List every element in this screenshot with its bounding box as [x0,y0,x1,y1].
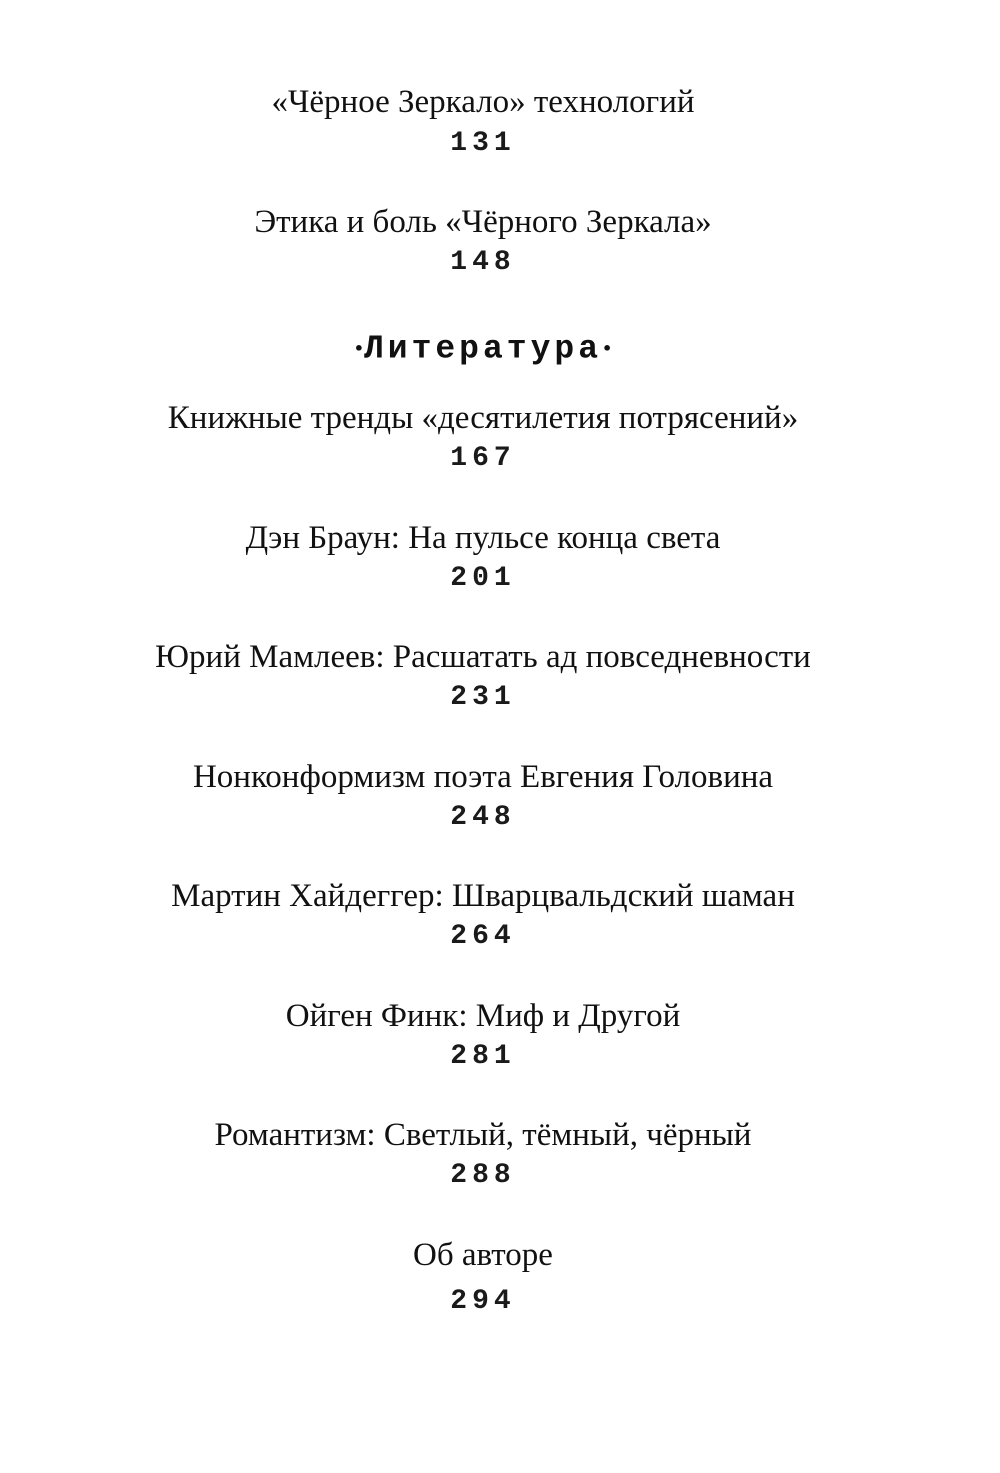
section-heading-label: Литература [363,330,603,368]
section-heading [0,329,966,370]
toc-entry-title: Юрий Мамлеев: Расшатать ад повседневности [155,639,811,675]
toc-entry-page: 288 [450,1160,516,1191]
toc-entry-title: «Чёрное Зеркало» технологий [271,84,695,120]
toc-entry-page: 148 [450,247,516,278]
toc-entry-page: 294 [450,1286,516,1317]
toc-entry-page: 264 [450,921,516,952]
toc-entry-title: Ойген Финк: Миф и Другой [285,998,681,1034]
toc-entry-title: Дэн Браун: На пульсе конца света [245,520,721,556]
toc-entry-title: Нонконформизм поэта Евгения Головина [192,759,774,795]
toc-entry-title: Мартин Хайдеггер: Шварцвальдский шаман [171,878,795,914]
toc-entry-title: Книжные тренды «десятилетия потрясений» [167,400,799,436]
toc-entry-title: Об авторе [413,1237,553,1273]
section-bullet-left: • [353,339,364,358]
section-bullet-right: • [602,339,613,358]
toc-entry-page: 231 [450,682,516,713]
toc-entry-page: 248 [450,802,516,833]
toc-entry-page: 281 [450,1041,516,1072]
toc-entry-title: Этика и боль «Чёрного Зеркала» [254,204,712,240]
toc-entry-title: Романтизм: Светлый, тёмный, чёрный [214,1117,752,1153]
toc-entry-page: 167 [450,443,516,474]
toc-entry-page: 131 [450,128,516,159]
toc-entry-page: 201 [450,563,516,594]
